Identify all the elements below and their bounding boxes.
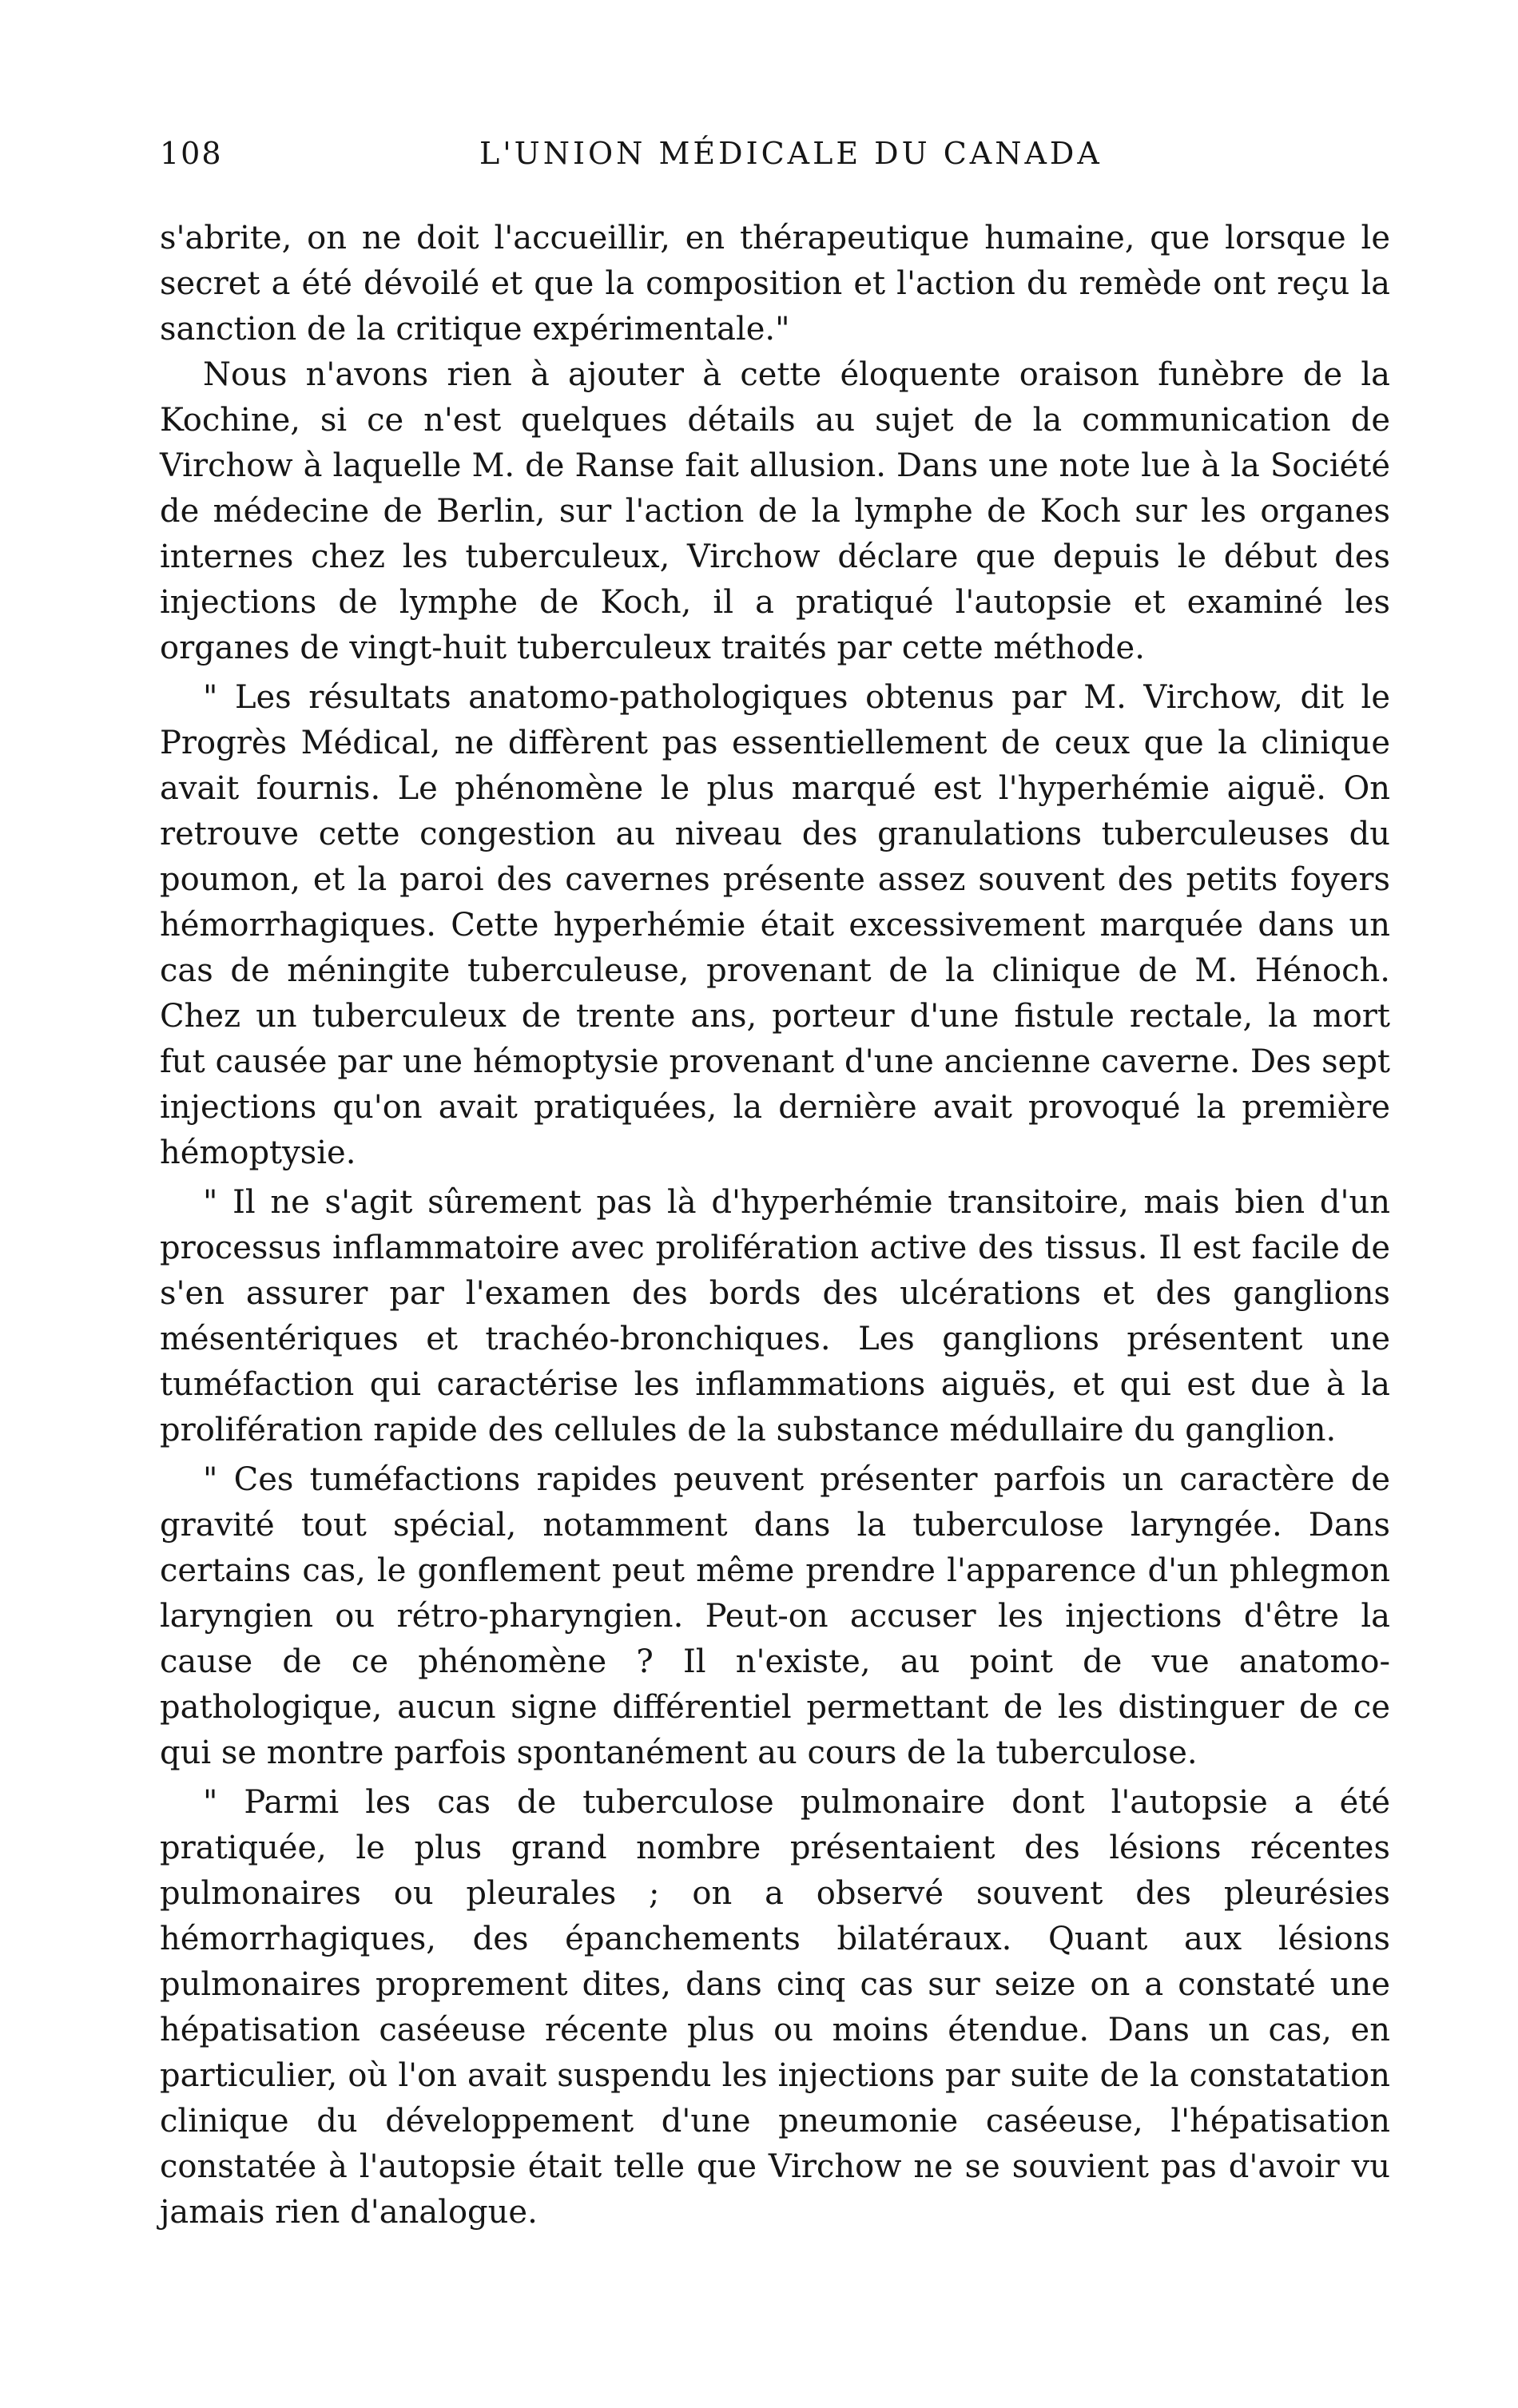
paragraph-3: " Les résultats anatomo-pathologiques obtenus par M. Virchow, dit le Progrès Médical, ne diffèrent pas essentiellement de ceux que la clinique avait fournis. Le phénomène le plus marqué est l'hyperhémie aiguë. On retrouve cette congestion au niveau des granulations tuberculeuses du poumon, et la paroi des cavernes présente assez souvent des petits foyers hémorrhagiques. Cette hyperhémie était excessivement marquée dans un cas de méningite tuberculeuse, provenant de la clinique de M. Hénoch. Chez un tuberculeux de trente ans, porteur d'une fistule rectale, la mort fut causée par une hémoptysie provenant d'une ancienne caverne. Des sept injections qu'on avait pratiquées, la dernière avait provoqué la première hémoptysie. [160,679,1390,1171]
paragraph-1: s'abrite, on ne doit l'accueillir, en thérapeutique humaine, que lorsque le secret a été dévoilé et que la composition et l'action du remède ont reçu la sanction de la critique expérimentale." [160,220,1390,348]
page-number: 108 [160,136,223,171]
paragraph-2: Nous n'avons rien à ajouter à cette éloquente oraison funèbre de la Kochine, si ce n'est quelques détails au sujet de la communication de Virchow à laquelle M. de Ranse fait allusion. Dans une note lue à la Société de médecine de Berlin, sur l'action de la lymphe de Koch sur les organes internes chez les tuberculeux, Virchow déclare que depuis le début des injections de lymphe de Koch, il a pratiqué l'autopsie et examiné les organes de vingt-huit tuberculeux traités par cette méthode. [160,356,1390,666]
body-text [160,216,1390,2235]
paragraph-4: " Il ne s'agit sûrement pas là d'hyperhémie transitoire, mais bien d'un processus inflammatoire avec prolifération active des tissus. Il est facile de s'en assurer par l'examen des bords des ulcérations et des ganglions mésentériques et trachéo-bronchiques. Les ganglions présentent une tuméfaction qui caractérise les inflammations aiguës, et qui est due à la prolifération rapide des cellules de la substance médullaire du ganglion. [160,1184,1390,1448]
paragraph-6: " Parmi les cas de tuberculose pulmonaire dont l'autopsie a été pratiquée, le plus grand nombre présentaient des lésions récentes pulmonaires ou pleurales ; on a observé souvent des pleurésies hémorrhagiques, des épanchements bilatéraux. Quant aux lésions pulmonaires proprement dites, dans cinq cas sur seize on a constaté une hépatisation caséeuse récente plus ou moins étendue. Dans un cas, en particulier, où l'on avait suspendu les injections par suite de la constatation clinique du développement d'une pneumonie caséeuse, l'hépatisation constatée à l'autopsie était telle que Virchow ne se souvient pas d'avoir vu jamais rien d'analogue. [160,1784,1390,2231]
paragraph-5: " Ces tuméfactions rapides peuvent présenter parfois un caractère de gravité tout spécial, notamment dans la tuberculose laryngée. Dans certains cas, le gonflement peut même prendre l'apparence d'un phlegmon laryngien ou rétro-pharyngien. Peut-on accuser les injections d'être la cause de ce phénomène ? Il n'existe, au point de vue anatomo-pathologique, aucun signe différentiel permettant de les distinguer de ce qui se montre parfois spontanément au cours de la tuberculose. [160,1461,1390,1771]
page [160,136,1390,2357]
running-head [160,136,1390,192]
journal-title: L'UNION MÉDICALE DU CANADA [479,136,1103,171]
